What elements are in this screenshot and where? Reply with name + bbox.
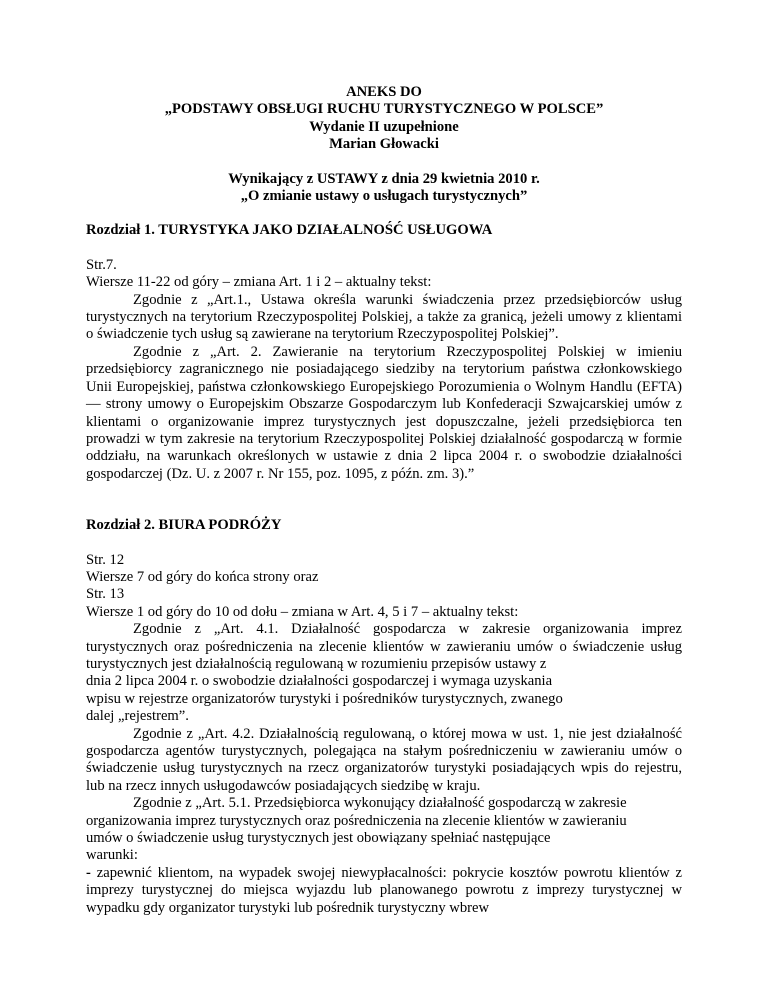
chapter-2-article-5-1: Zgodnie z „Art. 5.1. Przedsiębiorca wykonujący działalność gospodarczą w zakresie	[133, 795, 627, 812]
header-law-title: „O zmianie ustawy o usługach turystycznych”	[240, 188, 528, 205]
chapter-1-title: Rozdział 1. TURYSTYKA JAKO DZIAŁALNOŚĆ USŁUGOWA	[86, 222, 493, 239]
document-header	[86, 84, 682, 205]
chapter-1-page-ref: Str.7.	[86, 256, 117, 273]
chapter-2-article-5-1-line: warunki:	[86, 847, 138, 864]
chapter-2-article-4-1: Zgodnie z „Art. 4.1. Działalność gospodarcza w zakresie organizowania imprez turystycznych oraz pośredniczenia na zlecenie klientów w zawieraniu umów o świadczenie usług turystycznych jest działalnością regulowaną w rozumieniu przepisów ustawy z	[86, 621, 682, 672]
bullet-text: zapewnić klientom, na wypadek swojej niewypłacalności: pokrycie kosztów powrotu klientów z imprezy turystycznej do miejsca wyjazdu lub planowanego powrotu z imprezy turystycznej w wypadku gdy organizator turystyki lub pośrednik turystyczny wbrew	[86, 864, 682, 916]
bullet-dash: -	[86, 864, 91, 881]
header-author: Marian Głowacki	[329, 136, 439, 153]
chapter-1-lines-ref: Wiersze 11-22 od góry – zmiana Art. 1 i 2 – aktualny tekst:	[86, 274, 432, 291]
chapter-2-page-ref-2: Str. 13	[86, 586, 125, 603]
chapter-2-article-4-1-line: dalej „rejestrem”.	[86, 708, 189, 725]
header-book-title: „PODSTAWY OBSŁUGI RUCHU TURYSTYCZNEGO W POLSCE”	[164, 101, 604, 118]
chapter-2-article-4-2: Zgodnie z „Art. 4.2. Działalnością regulowaną, o której mowa w ust. 1, nie jest działalność gospodarcza agentów turystycznych, polegająca na stałym pośredniczeniu w zawieraniu umów o świadczenie usług turystycznych na rzecz organizatorów turystyki posiadających wpis do rejestru, lub na rzecz innych usługodawców posiadających siedzibę w kraju.	[86, 725, 682, 794]
chapter-2-page-ref-1: Str. 12	[86, 551, 125, 568]
chapter-2-article-5-1-line: organizowania imprez turystycznych oraz pośredniczenia na zlecenie klientów w zawieraniu	[86, 812, 627, 829]
chapter-2-article-4-1-line: wpisu w rejestrze organizatorów turystyki i pośredników turystycznych, zwanego	[86, 690, 563, 707]
header-law-date: Wynikający z USTAWY z dnia 29 kwietnia 2010 r.	[228, 170, 540, 187]
chapter-1-article-1: Zgodnie z „Art.1., Ustawa określa warunki świadczenia przez przedsiębiorców usług turystycznych na terytorium Rzeczypospolitej Polskiej, a także za granicą, jeżeli umowy z klientami o świadczenie tych usług są zawierane na terytorium Rzeczypospolitej Polskiej”.	[86, 291, 682, 343]
header-title: ANEKS DO	[346, 84, 422, 100]
chapter-2-article-4-1-line: dnia 2 lipca 2004 r. o swobodzie działalności gospodarczej i wymaga uzyskania	[86, 673, 553, 690]
header-edition: Wydanie II uzupełnione	[309, 118, 459, 135]
chapter-2-bullet-item	[86, 865, 682, 917]
chapter-2-article-5-1-line: umów o świadczenie usług turystycznych jest obowiązany spełniać następujące	[86, 830, 551, 847]
chapter-1-article-2: Zgodnie z „Art. 2. Zawieranie na terytorium Rzeczypospolitej Polskiej w imieniu przedsiębiorcy zagranicznego nie posiadającego siedziby na terytorium państwa członkowskiego Unii Europejskiej, państwa członkowskiego Europejskiego Porozumienia o Wolnym Handlu (EFTA) — strony umowy o Europejskim Obszarze Gospodarczym lub Konfederacji Szwajcarskiej umów z klientami o organizowanie imprez turystycznych jest dopuszczalne, jeżeli przedsiębiorca ten prowadzi w tym zakresie na terytorium Rzeczypospolitej Polskiej działalność gospodarczą w formie oddziału, na warunkach określonych w ustawie z dnia 2 lipca 2004 r. o swobodzie działalności gospodarczej (Dz. U. z 2007 r. Nr 155, poz. 1095, z późn. zm. 3).”	[86, 343, 682, 482]
chapter-2-title: Rozdział 2. BIURA PODRÓŻY	[86, 517, 282, 534]
chapter-2-lines-ref-1: Wiersze 7 od góry do końca strony oraz	[86, 568, 319, 585]
chapter-2-lines-ref-2: Wiersze 1 od góry do 10 od dołu – zmiana w Art. 4, 5 i 7 – aktualny tekst:	[86, 603, 519, 620]
